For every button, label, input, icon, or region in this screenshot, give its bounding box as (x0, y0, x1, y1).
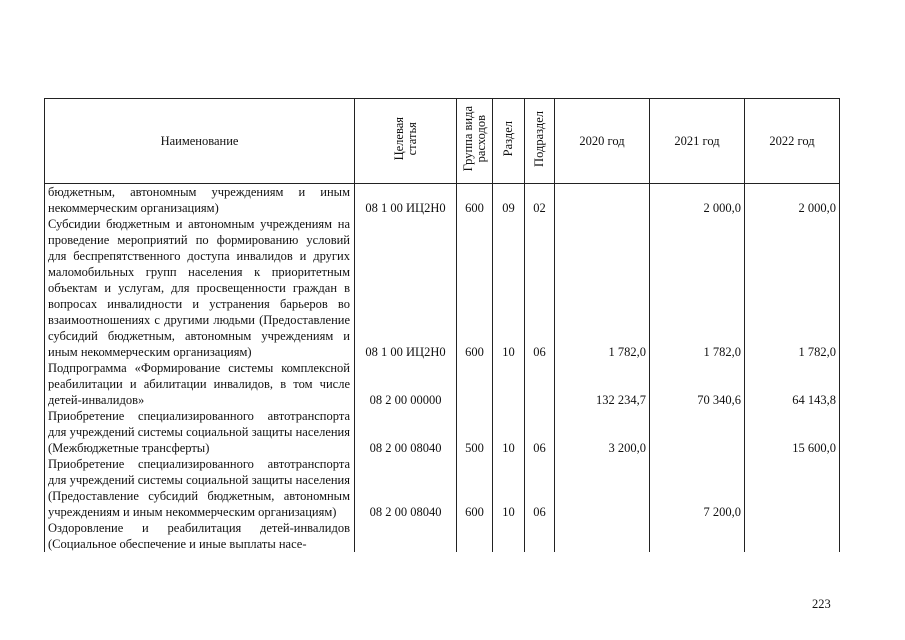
table-row (45, 408, 840, 456)
row-subsection (525, 360, 555, 408)
row-group (457, 520, 493, 552)
table-row (45, 456, 840, 520)
row-2021: 2 000,0 (650, 184, 745, 217)
row-name: Приобретение специализированного автотранспорта для учреждений системы социальной защиты населения (Предоставление субсидий бюджетным, автономным учреждениям и иным некоммерческим организациям) (45, 456, 355, 520)
row-section: 10 (493, 408, 525, 456)
row-2020: 3 200,0 (555, 408, 650, 456)
page-number: 223 (812, 597, 831, 611)
row-subsection (525, 520, 555, 552)
row-subsection: 02 (525, 184, 555, 217)
row-2021: 70 340,6 (650, 360, 745, 408)
row-target: 08 2 00 00000 (355, 360, 457, 408)
row-2020: 1 782,0 (555, 216, 650, 360)
row-2022: 15 600,0 (745, 408, 840, 456)
header-2020: 2020 год (555, 99, 650, 184)
row-2022: 1 782,0 (745, 216, 840, 360)
row-2022: 2 000,0 (745, 184, 840, 217)
row-section (493, 520, 525, 552)
header-2021: 2021 год (650, 99, 745, 184)
row-name: Субсидии бюджетным и автономным учреждениям на проведение мероприятий по формированию условий для беспрепятственного доступа инвалидов и других маломобильных групп населения к приоритетным объектам и услугам, для просвещенности граждан в вопросах инвалидности и устранения барьеров во взаимоотношениях с другими людьми (Предоставление субсидий бюджетным, автономным учреждениям и иным некоммерческим организациям) (45, 216, 355, 360)
header-name: Наименование (45, 99, 355, 184)
table-header-row (45, 99, 840, 184)
row-target: 08 1 00 ИЦ2Н0 (355, 184, 457, 217)
row-2022 (745, 456, 840, 520)
row-group: 500 (457, 408, 493, 456)
row-subsection: 06 (525, 456, 555, 520)
row-section: 09 (493, 184, 525, 217)
row-name: Приобретение специализированного автотранспорта для учреждений системы социальной защиты населения (Межбюджетные трансферты) (45, 408, 355, 456)
header-group: Группа вида расходов (457, 99, 493, 184)
row-subsection: 06 (525, 408, 555, 456)
table-row (45, 216, 840, 360)
row-name: Подпрограмма «Формирование системы комплексной реабилитации и абилитации инвалидов, в том числе детей-инвалидов» (45, 360, 355, 408)
row-target (355, 520, 457, 552)
row-target: 08 2 00 08040 (355, 456, 457, 520)
row-2020 (555, 184, 650, 217)
row-section: 10 (493, 216, 525, 360)
header-target: Целевая статья (355, 99, 457, 184)
table-row (45, 360, 840, 408)
table-row (45, 184, 840, 217)
row-2021 (650, 408, 745, 456)
row-group: 600 (457, 216, 493, 360)
row-2022 (745, 520, 840, 552)
row-2022: 64 143,8 (745, 360, 840, 408)
row-group: 600 (457, 184, 493, 217)
header-2022: 2022 год (745, 99, 840, 184)
row-group (457, 360, 493, 408)
row-section: 10 (493, 456, 525, 520)
row-name: бюджетным, автономным учреждениям и иным некоммерческим организациям) (45, 184, 355, 217)
header-subsection: Подраздел (525, 99, 555, 184)
budget-table (44, 98, 840, 552)
row-2020 (555, 520, 650, 552)
table-row (45, 520, 840, 552)
header-section: Раздел (493, 99, 525, 184)
row-2021: 1 782,0 (650, 216, 745, 360)
row-target: 08 2 00 08040 (355, 408, 457, 456)
row-subsection: 06 (525, 216, 555, 360)
row-2021: 7 200,0 (650, 456, 745, 520)
row-section (493, 360, 525, 408)
row-2020: 132 234,7 (555, 360, 650, 408)
row-group: 600 (457, 456, 493, 520)
row-target: 08 1 00 ИЦ2Н0 (355, 216, 457, 360)
row-2020 (555, 456, 650, 520)
row-name: Оздоровление и реабилитация детей-инвалидов (Социальное обеспечение и иные выплаты насе- (45, 520, 355, 552)
row-2021 (650, 520, 745, 552)
